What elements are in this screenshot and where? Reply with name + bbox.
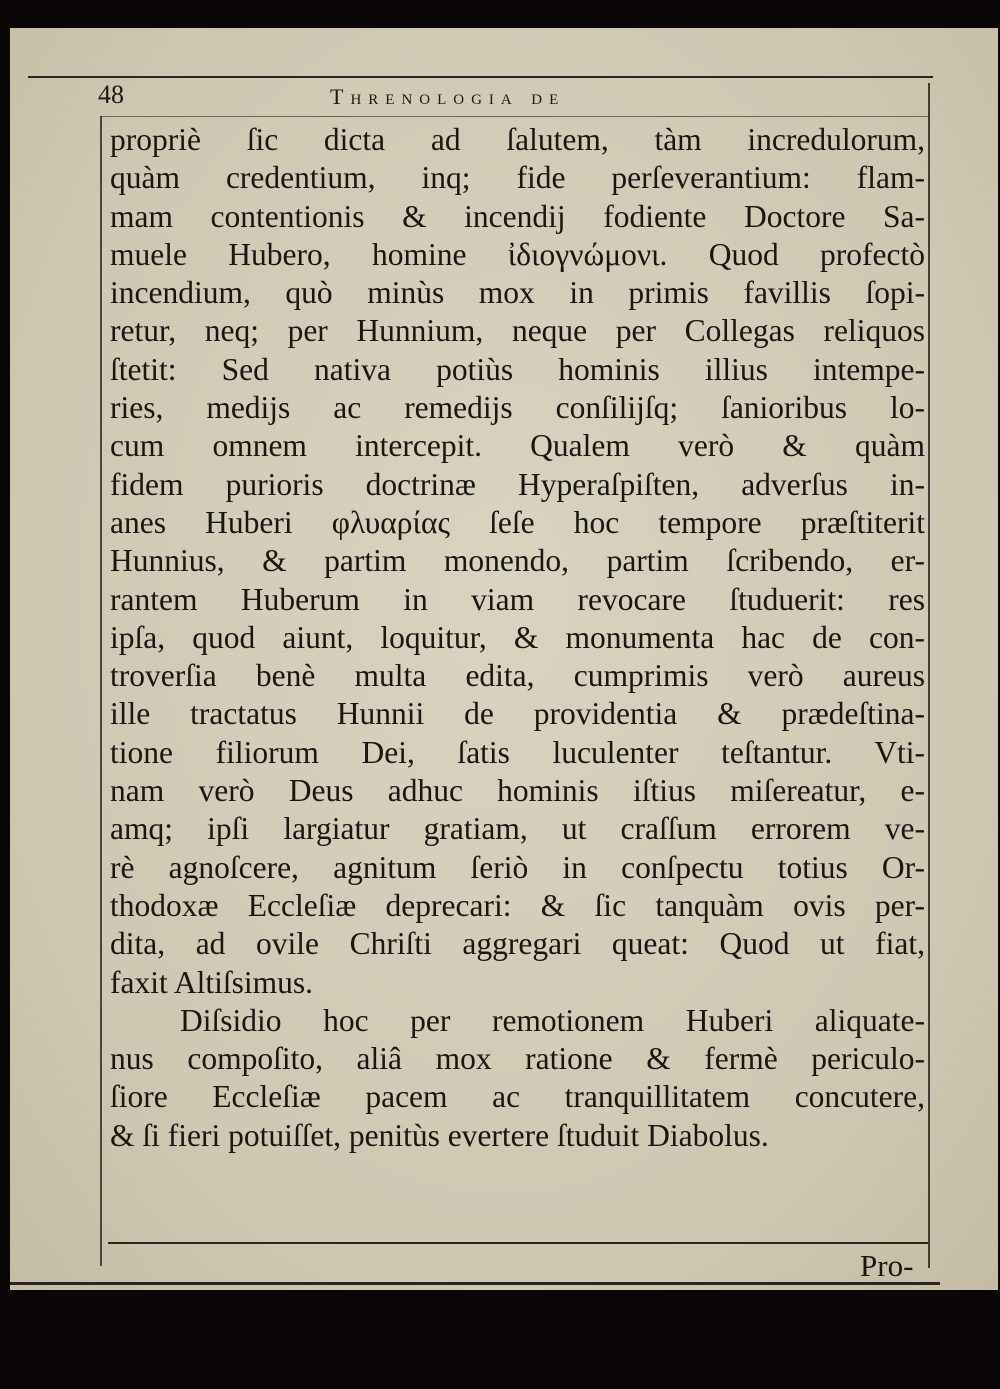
left-frame-rule bbox=[100, 116, 102, 1266]
text-line: cum omnem intercepit. Qualem verò & quàm bbox=[110, 428, 925, 464]
text-line: ille tractatus Hunnii de providentia & prædeſtina- bbox=[110, 696, 925, 732]
text-line: troverſia benè multa edita, cumprimis verò aureus bbox=[110, 658, 925, 694]
text-line: retur, neq; per Hunnium, neque per Collegas reliquos bbox=[110, 313, 925, 349]
text-line: thodoxæ Eccleſiæ deprecari: & ſic tanquàm ovis per- bbox=[110, 887, 925, 923]
text-line: ipſa, quod aiunt, loquitur, & monumenta hac de con- bbox=[110, 619, 925, 655]
text-line: ſtetit: Sed nativa potiùs hominis illius intempe- bbox=[110, 351, 925, 387]
running-head: Threnologia de bbox=[330, 84, 566, 109]
page-number: 48 bbox=[98, 80, 124, 109]
text-line: quàm credentium, inq; fide perſeverantium: flam- bbox=[110, 160, 925, 196]
text-line: & ſi fieri potuiſſet, penitùs evertere ſtuduit Diabolus. bbox=[110, 1117, 769, 1153]
text-line: faxit Altiſsimus. bbox=[110, 964, 314, 1000]
text-line: amq; ipſi largiatur gratiam, ut craſſum errorem ve- bbox=[110, 811, 925, 847]
text-line: ries, medijs ac remedijs conſilijſq; ſanioribus lo- bbox=[110, 390, 925, 426]
text-line: rè agnoſcere, agnitum ſeriò in conſpectu totius Or- bbox=[110, 849, 925, 885]
catchword: Pro- bbox=[860, 1248, 914, 1283]
base-rule bbox=[10, 1282, 940, 1285]
book-page bbox=[10, 28, 998, 1290]
text-line: nus compoſito, aliâ mox ratione & fermè periculo- bbox=[110, 1041, 925, 1077]
text-line: anes Huberi φλυαρίας ſeſe hoc tempore præſtiterit bbox=[110, 504, 925, 540]
text-line: Hunnius, & partim monendo, partim ſcribendo, er- bbox=[110, 543, 925, 579]
text-line: muele Hubero, homine ἰδιογνώμονι. Quod profectò bbox=[110, 236, 925, 272]
body-text bbox=[110, 121, 925, 1155]
right-frame-rule bbox=[928, 83, 930, 1268]
text-line: nam verò Deus adhuc hominis iſtius miſereatur, e- bbox=[110, 773, 925, 809]
text-line: propriè ſic dicta ad ſalutem, tàm incredulorum, bbox=[110, 122, 925, 157]
text-line: ſiore Eccleſiæ pacem ac tranquillitatem concutere, bbox=[110, 1079, 925, 1115]
header-rule bbox=[100, 116, 930, 117]
bottom-frame-rule bbox=[108, 1242, 928, 1244]
text-line: dita, ad ovile Chriſti aggregari queat: Quod ut fiat, bbox=[110, 926, 925, 962]
text-line: tione filiorum Dei, ſatis luculenter teſtantur. Vti- bbox=[110, 734, 925, 770]
text-line: mam contentionis & incendij fodiente Doctore Sa- bbox=[110, 198, 925, 234]
text-line: fidem purioris doctrinæ Hyperaſpiſten, adverſus in- bbox=[110, 466, 925, 502]
text-line: rantem Huberum in viam revocare ſtuduerit: res bbox=[110, 581, 925, 617]
text-line: Diſsidio hoc per remotionem Huberi aliquate- bbox=[180, 1002, 925, 1038]
top-rule bbox=[28, 76, 933, 78]
text-line: incendium, quò minùs mox in primis favillis ſopi- bbox=[110, 275, 925, 311]
